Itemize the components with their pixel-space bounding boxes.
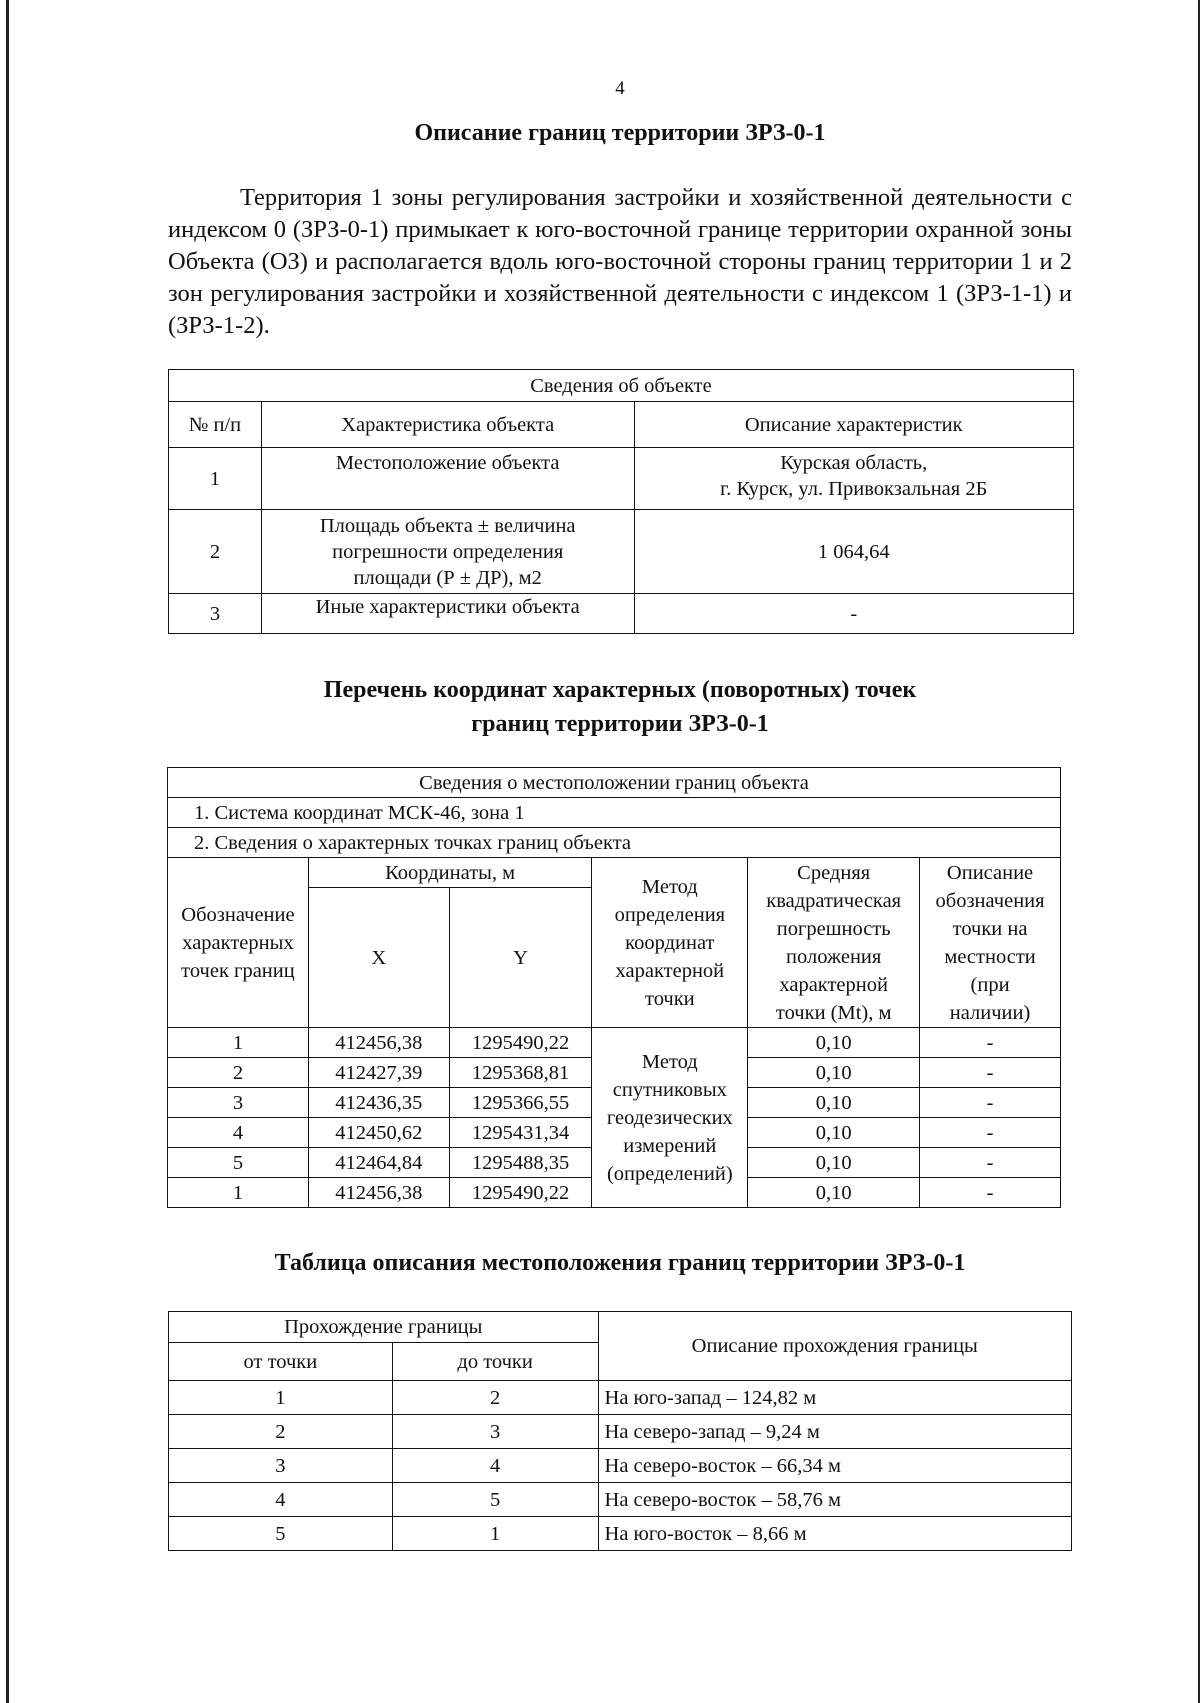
coords-points-header: 2. Сведения о характерных точках границ объекта: [168, 828, 1061, 858]
cell-boundary-desc: На северо-восток – 66,34 м: [598, 1449, 1071, 1483]
cell-y: 1295431,34: [449, 1118, 592, 1148]
header-line: местности: [944, 945, 1036, 968]
table-row: [169, 1517, 1072, 1551]
method-line: геодезических: [606, 1106, 733, 1129]
cell-y: 1295368,81: [449, 1058, 592, 1088]
header-line: Описание: [946, 861, 1034, 884]
method-line: спутниковых: [612, 1078, 727, 1101]
method-line: измерений: [623, 1134, 717, 1157]
row-num: 2: [169, 510, 262, 594]
section-title-boundary-description: Таблица описания местоположения границ территории ЗРЗ-0-1: [274, 1250, 966, 1276]
cell-point: 4: [168, 1118, 309, 1148]
cell-point: 3: [168, 1088, 309, 1118]
cell-from: 3: [169, 1449, 393, 1483]
cell-y: 1295490,22: [449, 1178, 592, 1208]
header-passage: Прохождение границы: [169, 1312, 599, 1343]
cell-desc: -: [920, 1178, 1061, 1208]
header-line: точки на: [952, 917, 1028, 940]
method-line: Метод: [641, 1050, 698, 1073]
header-line: Метод: [641, 875, 698, 898]
cell-x: 412464,84: [308, 1148, 449, 1178]
header-method: [592, 858, 748, 1028]
row-name-line: Площадь объекта ± величина: [319, 514, 576, 537]
header-line: Обозначение: [181, 903, 295, 926]
cell-y: 1295488,35: [449, 1148, 592, 1178]
cell-point: 2: [168, 1058, 309, 1088]
title-line: Перечень координат характерных (поворотных) точек: [323, 677, 917, 703]
header-line: характерной: [615, 959, 725, 982]
cell-mt: 0,10: [748, 1088, 920, 1118]
cell-x: 412456,38: [308, 1028, 449, 1058]
cell-mt: 0,10: [748, 1148, 920, 1178]
coordinates-table: [167, 767, 1061, 1208]
table-row: [169, 1415, 1072, 1449]
header-line: наличии): [949, 1001, 1031, 1024]
cell-to: 1: [392, 1517, 598, 1551]
cell-from: 2: [169, 1415, 393, 1449]
table-row: [169, 1381, 1072, 1415]
table-row: [169, 1449, 1072, 1483]
header-line: погрешность: [776, 917, 891, 940]
cell-y: 1295366,55: [449, 1088, 592, 1118]
cell-from: 5: [169, 1517, 393, 1551]
row-value-line: г. Курск, ул. Привокзальная 2Б: [720, 478, 988, 500]
coords-system: 1. Система координат МСК-46, зона 1: [168, 798, 1061, 828]
cell-point: 5: [168, 1148, 309, 1178]
row-num: 3: [169, 594, 262, 634]
table-row: [169, 594, 1074, 634]
cell-mt: 0,10: [748, 1028, 920, 1058]
header-line: квадратическая: [766, 889, 902, 912]
header-line: обозначения: [935, 889, 1045, 912]
header-coordinates: Координаты, м: [308, 858, 592, 888]
title-line: границ территории ЗРЗ-0-1: [471, 711, 769, 737]
header-line: точек границ: [181, 959, 295, 982]
header-characteristic: Характеристика объекта: [261, 402, 634, 448]
cell-x: 412436,35: [308, 1088, 449, 1118]
cell-x: 412450,62: [308, 1118, 449, 1148]
cell-boundary-desc: На северо-запад – 9,24 м: [598, 1415, 1071, 1449]
header-line: характерных: [182, 931, 294, 954]
cell-from: 4: [169, 1483, 393, 1517]
section-title-boundaries: Описание границ территории ЗРЗ-0-1: [414, 120, 826, 146]
cell-to: 3: [392, 1415, 598, 1449]
page-number: 4: [615, 78, 625, 99]
page-edge-left: [6, 0, 9, 1703]
header-line: Средняя: [797, 861, 871, 884]
cell-x: 412456,38: [308, 1178, 449, 1208]
header-y: Y: [449, 888, 592, 1028]
row-name-line: площади (Р ± ДР), м2: [353, 566, 542, 589]
object-info-table: [168, 369, 1074, 634]
object-table-caption: Сведения об объекте: [169, 370, 1074, 402]
row-value: [634, 448, 1074, 510]
cell-desc: -: [920, 1088, 1061, 1118]
header-line: точки: [645, 987, 695, 1010]
cell-mt: 0,10: [748, 1178, 920, 1208]
row-name: [261, 510, 634, 594]
row-name-line: погрешности определения: [332, 540, 564, 563]
cell-to: 5: [392, 1483, 598, 1517]
header-line: координат: [625, 931, 715, 954]
header-point-description: [920, 858, 1061, 1028]
cell-desc: -: [920, 1118, 1061, 1148]
header-line: определения: [614, 903, 726, 926]
header-line: (при: [970, 973, 1010, 996]
cell-boundary-desc: На юго-запад – 124,82 м: [598, 1381, 1071, 1415]
cell-boundary-desc: На юго-восток – 8,66 м: [598, 1517, 1071, 1551]
cell-to: 2: [392, 1381, 598, 1415]
section-title-coordinates: [0, 673, 1200, 741]
row-value: -: [634, 594, 1074, 634]
cell-desc: -: [920, 1028, 1061, 1058]
cell-point: 1: [168, 1178, 309, 1208]
boundary-table: [168, 1311, 1072, 1551]
cell-desc: -: [920, 1148, 1061, 1178]
row-value-line: Курская область,: [780, 452, 928, 474]
header-to: до точки: [392, 1343, 598, 1381]
cell-boundary-desc: На северо-восток – 58,76 м: [598, 1483, 1071, 1517]
cell-from: 1: [169, 1381, 393, 1415]
table-row: [169, 448, 1074, 510]
header-line: точки (Mt), м: [775, 1001, 892, 1024]
header-from: от точки: [169, 1343, 393, 1381]
cell-to: 4: [392, 1449, 598, 1483]
intro-paragraph: Территория 1 зоны регулирования застройки и хозяйственной деятельности с индексом 0 (ЗРЗ-0-1) примыкает к юго-восточной границе территории охранной зоны Объекта (ОЗ) и располагается вдоль юго-восточной стороны границ территории 1 и 2 зон регулирования застройки и хозяйственной деятельности с индексом 1 (ЗРЗ-1-1) и (ЗРЗ-1-2).: [168, 184, 1072, 339]
table-row: [169, 510, 1074, 594]
cell-x: 412427,39: [308, 1058, 449, 1088]
table-row: [168, 1028, 1061, 1058]
header-num: № п/п: [169, 402, 262, 448]
coords-caption: Сведения о местоположении границ объекта: [168, 768, 1061, 798]
header-error: [748, 858, 920, 1028]
row-name: Местоположение объекта: [261, 448, 634, 510]
header-boundary-desc: Описание прохождения границы: [598, 1312, 1071, 1381]
cell-desc: -: [920, 1058, 1061, 1088]
cell-y: 1295490,22: [449, 1028, 592, 1058]
row-name: Иные характеристики объекта: [261, 594, 634, 634]
table-row: [169, 1483, 1072, 1517]
header-line: характерной: [779, 973, 888, 996]
cell-method: [592, 1028, 748, 1208]
cell-mt: 0,10: [748, 1058, 920, 1088]
header-x: X: [308, 888, 449, 1028]
row-num: 1: [169, 448, 262, 510]
row-value: 1 064,64: [634, 510, 1074, 594]
header-description: Описание характеристик: [634, 402, 1074, 448]
header-designation: [168, 858, 309, 1028]
cell-point: 1: [168, 1028, 309, 1058]
cell-mt: 0,10: [748, 1118, 920, 1148]
header-line: положения: [786, 945, 882, 968]
method-line: (определений): [606, 1162, 733, 1185]
